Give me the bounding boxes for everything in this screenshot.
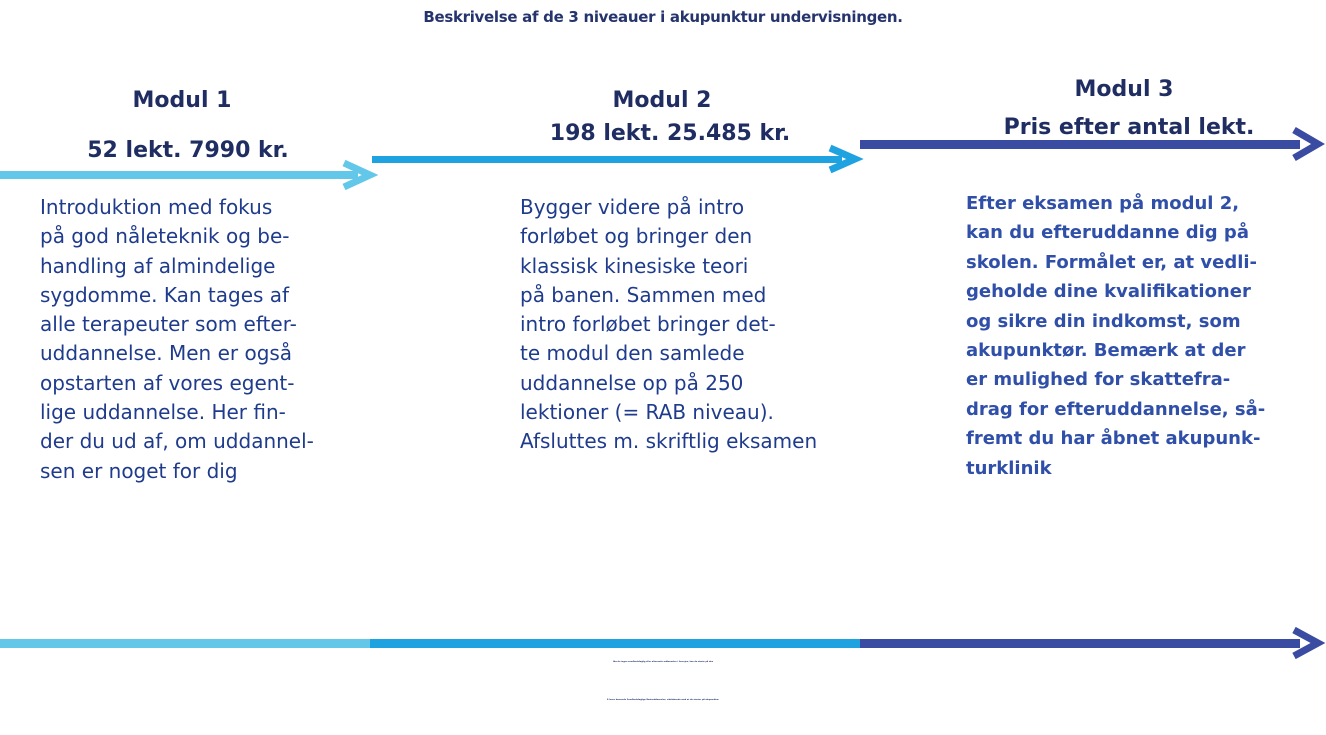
page-title: Beskrivelse af de 3 niveauer i akupunktur undervisningen. xyxy=(423,8,903,26)
bottom-divider-arrow xyxy=(0,630,1318,656)
module-2-price: 198 lekt. 25.485 kr. xyxy=(549,121,791,146)
module-3-title: Modul 3 xyxy=(1074,77,1174,102)
module-2-title: Modul 2 xyxy=(612,88,712,113)
module-3-description: Efter eksamen på modul 2, kan du efteruddanne dig på skolen. Formålet er, at vedli- geholde dine kvalifikationer og sikre din indkomst, som akupunktør. Bemærk at der er mulighed for skattefra- drag for efteruddannelse, så- fremt du har åbnet akupunk- turklinik xyxy=(966,193,1266,479)
footer-line-2: E-learn baserede Sundhedsfaglige Basisuddannelse, sideløbende med at du starter på akupunktur. xyxy=(607,699,719,701)
footer-line-1: Har du ingen sundhedsfaglig eller alternativ uddannelse i forvejen, kan du starte på den xyxy=(612,661,714,663)
module-1-arrow xyxy=(0,163,370,187)
module-2-arrow xyxy=(372,148,855,170)
module-3-price: Pris efter antal lekt. xyxy=(1003,115,1255,140)
module-1-price: 52 lekt. 7990 kr. xyxy=(87,138,289,163)
module-1-description: Introduktion med fokus på god nåleteknik og be- handling af almindelige sygdomme. Kan tages af alle terapeuter som efter- uddannelse. Men er også opstarten af vores egent- lige uddannelse. Her fin- der du ud af, om uddannel- sen er noget for dig xyxy=(40,195,314,483)
module-1-title: Modul 1 xyxy=(132,88,232,113)
module-2-description: Bygger videre på intro forløbet og bringer den klassisk kinesiske teori på banen. Sammen med intro forløbet bringer det- te modul den samlede uddannelse op på 250 lektioner (= RAB niveau). Afsluttes m. skriftlig eksamen xyxy=(520,195,818,454)
